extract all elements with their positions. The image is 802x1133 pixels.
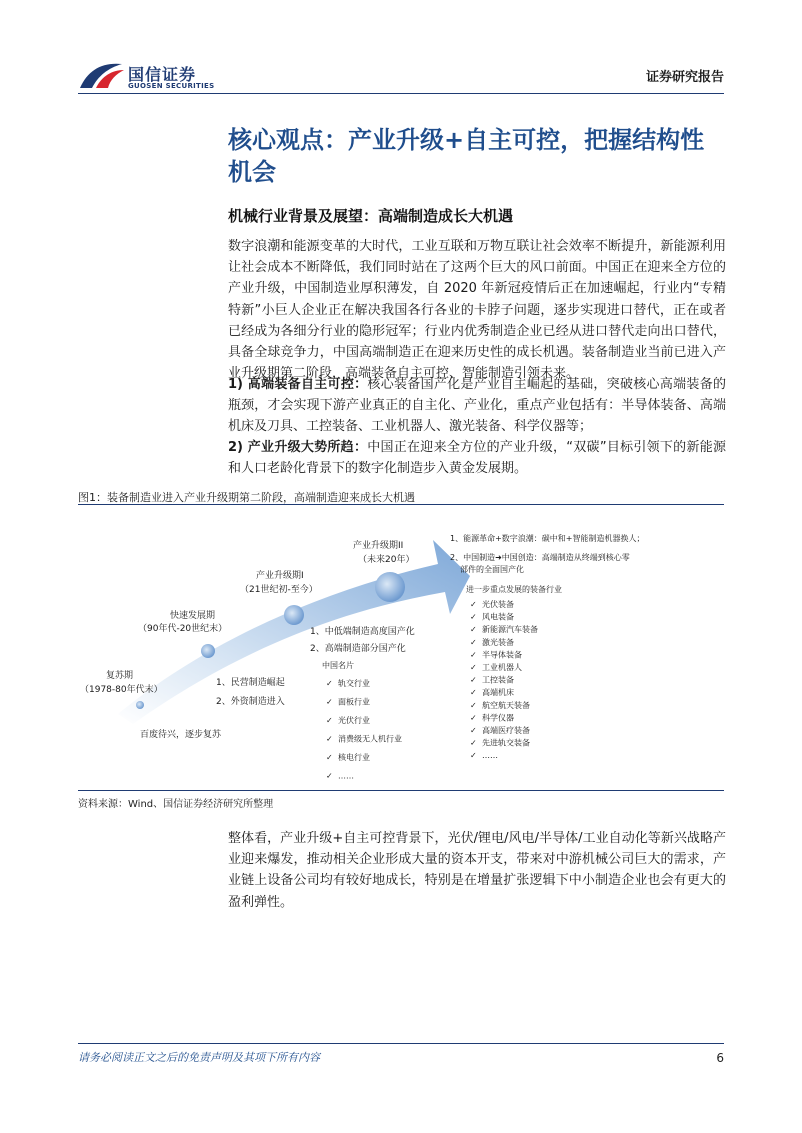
page-title (228, 124, 728, 188)
stage1-period: （1978-80年代末） (80, 685, 163, 695)
stage4-list-check-icon: ✓ (470, 663, 477, 672)
industry-stage-diagram (78, 506, 724, 788)
figure-top-divider (78, 504, 724, 505)
stage4-list-check-icon: ✓ (470, 625, 477, 635)
stage2-period: （90年代-20世纪末） (138, 624, 228, 634)
summary-paragraph: 整体看，产业升级+自主可控背景下，光伏/锂电/风电/半导体/工业自动化等新兴战略产业迎来爆发，推动相关企业形成大量的资本开支，带来对中游机械公司巨大的需求，产业链上设备公司均有较好地成长，特别是在增量扩张逻辑下中小制造企业也会有更大的盈利弹性。 (228, 831, 726, 910)
stage3-list-check-icon: ✓ (326, 679, 333, 688)
stage3-list-check-icon: ✓ (326, 753, 333, 762)
stage4-list-check-icon: ✓ (470, 675, 477, 685)
stage2-item-2: 2、外资制造进入 (216, 697, 285, 707)
figure-source: 资料来源：Wind、国信证券经济研究所整理 (78, 799, 274, 810)
stage4-list-item: 光伏装备 (482, 600, 514, 609)
point-2 (228, 437, 726, 479)
stage4-list-item: 半导体装备 (482, 650, 522, 660)
stage4-list-item: …… (482, 751, 498, 761)
stage4-list-title: 进一步重点发展的装备行业 (466, 585, 562, 594)
stage4-list-check-icon: ✓ (470, 637, 477, 647)
stage1-dot (136, 701, 144, 709)
stage4-list-check-icon: ✓ (470, 713, 477, 723)
stage3-list-item: 面板行业 (338, 697, 370, 707)
stage3-list-item: 轨交行业 (338, 679, 370, 688)
stage4-list-item: 工控装备 (482, 675, 514, 685)
stage4-item-1: 1、能源革命+数字浪潮：碳中和+智能制造机器换人； (450, 534, 645, 543)
stage4-list-check-icon: ✓ (470, 700, 477, 710)
stage4-list-item: 激光装备 (482, 637, 514, 647)
stage3-period: （21世纪初-至今） (240, 585, 318, 595)
brand-logo (78, 58, 228, 98)
stage4-list-item: 风电装备 (482, 612, 514, 622)
stage3-list-title: 中国名片 (322, 661, 354, 670)
stage3-list (326, 678, 402, 781)
stage4-list-check-icon: ✓ (470, 726, 477, 735)
stage4-list-item: 航空航天装备 (482, 700, 530, 710)
stage2-item-1: 1、民营制造崛起 (216, 678, 285, 688)
stage4-list-check-icon: ✓ (470, 738, 477, 748)
stage1-name: 复苏期 (106, 671, 134, 681)
stage4-dot (375, 572, 405, 602)
stage1-desc: 百废待兴，逐步复苏 (140, 730, 222, 740)
stage3-list-item: 光伏行业 (338, 716, 370, 725)
logo-mark-icon (78, 58, 126, 94)
stage3-dot (284, 605, 304, 625)
stage3-list-check-icon: ✓ (326, 716, 333, 725)
stage4-list-check-icon: ✓ (470, 612, 477, 622)
stage4-period: （未来20年） (358, 555, 415, 565)
point-1-label: 1) 高端装备自主可控： (228, 377, 368, 392)
stage4-list-check-icon: ✓ (470, 751, 477, 761)
report-type: 证券研究报告 (645, 70, 724, 85)
stage3-list-item: 核电行业 (338, 753, 370, 762)
stage3-list-item: …… (338, 771, 354, 781)
stage4-list-item: 先进轨交装备 (482, 738, 530, 748)
stage3-item-1: 1、中低端制造高度国产化 (310, 627, 415, 637)
point-1-text: 核心装备国产化是产业自主崛起的基础，突破核心高端装备的瓶颈，才会实现下游产业真正的自主化、产业化，重点产业包括有：半导体装备、高端机床及刀具、工控装备、工业机器人、激光装备、科学仪器等； (228, 377, 726, 435)
page-number: 6 (716, 1051, 724, 1065)
stage3-list-check-icon: ✓ (326, 734, 333, 744)
page-title-line1: 核心观点：产业升级+自主可控，把握结构性 (228, 126, 705, 154)
stage3-list-check-icon: ✓ (326, 697, 333, 707)
stage4-item-2: 2、中国制造➜中国创造：高端制造从终端到核心零 (450, 553, 630, 562)
stage4-list-item: 高端医疗装备 (482, 726, 530, 735)
stage4-list-item: 高端机床 (482, 688, 514, 698)
stage3-list-check-icon: ✓ (326, 771, 333, 781)
disclaimer-link[interactable]: 请务必阅读正文之后的免责声明及其项下所有内容 (78, 1051, 320, 1064)
section-subtitle: 机械行业背景及展望：高端制造成长大机遇 (228, 207, 514, 225)
stage4-list-check-icon: ✓ (470, 650, 477, 660)
stage3-list-item: 消费级无人机行业 (338, 734, 402, 744)
stage3-name: 产业升级期I (256, 571, 304, 581)
figure-bottom-divider (78, 790, 724, 791)
stage2-name: 快速发展期 (170, 611, 216, 621)
point-1 (228, 374, 726, 438)
stage4-name: 产业升级期II (353, 541, 404, 551)
footer-divider (78, 1043, 724, 1044)
stage4-list-item: 新能源汽车装备 (482, 625, 538, 635)
stage4-list-item: 工业机器人 (482, 663, 522, 672)
intro-paragraph: 数字浪潮和能源变革的大时代，工业互联和万物互联让社会效率不断提升，新能源利用让社会成本不断降低，我们同时站在了这两个巨大的风口前面。中国正在迎来全方位的产业升级，中国制造业厚积薄发，自 2020 年新冠疫情后正在加速崛起，行业内“专精特新”小巨人企业正在解决我国各行各业的卡脖子问题，逐步实现进口替代，正在或者已经成为各细分行业的隐形冠军；行业内优秀制造企业已经从进口替代走向出口替代，具备全球竞争力，中国高端制造正在迎来历史性的成长机遇。装备制造业当前已进入产业升级期第二阶段，高端装备自主可控、智能制造引领未来。 (228, 239, 726, 382)
stage4-item-2-cont: 部件的全面国产化 (460, 565, 524, 574)
stage4-list-item: 科学仪器 (482, 713, 514, 723)
stage4-list-check-icon: ✓ (470, 600, 477, 609)
point-2-label: 2) 产业升级大势所趋： (228, 440, 368, 455)
brand-name-en: GUOSEN SECURITIES (128, 82, 215, 90)
point-2-text: 中国正在迎来全方位的产业升级，“双碳”目标引领下的新能源和人口老龄化背景下的数字化制造步入黄金发展期。 (228, 440, 726, 477)
figure-caption: 图1：装备制造业进入产业升级期第二阶段，高端制造迎来成长大机遇 (78, 491, 415, 504)
stage4-list-check-icon: ✓ (470, 688, 477, 698)
stage4-list (470, 599, 538, 760)
brand-name-cn: 国信证券 (128, 65, 197, 84)
stage2-dot (201, 644, 215, 658)
page-title-line2: 机会 (228, 158, 276, 186)
header-divider (78, 93, 724, 94)
stage3-item-2: 2、高端制造部分国产化 (310, 644, 406, 654)
